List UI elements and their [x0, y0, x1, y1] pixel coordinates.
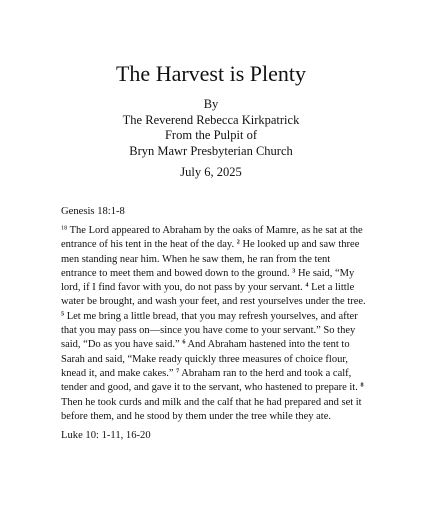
verse-number: 2: [236, 238, 240, 246]
byline: [0, 97, 422, 159]
byline-church: Bryn Mawr Presbyterian Church: [129, 143, 293, 158]
scripture-reference-genesis: Genesis 18:1-8: [61, 206, 125, 217]
verse-text: The Lord appeared to Abraham by the oaks of Mamre, as he sat at the entrance of his tent in the heat of the day.: [61, 225, 363, 251]
sermon-date: July 6, 2025: [180, 165, 242, 179]
verse-number: 3: [292, 267, 296, 275]
byline-by: By: [203, 97, 219, 111]
verse-text: Abraham ran to the herd and took a calf, tender and good, and gave it to the servant, who hastened to prepare it.: [61, 367, 361, 394]
verse-text: And Abraham hastened into the tent to Sarah and said, “Make ready quickly three measures of choice flour, knead it, and make cakes.”: [61, 339, 350, 379]
verse-number: 7: [176, 367, 180, 375]
verse-text: He looked up and saw three men standing near him. When he saw them, he ran from the tent entrance to meet them and bowed down to the ground.: [61, 239, 360, 279]
verse-number: 4: [305, 281, 309, 289]
verse-number: 5: [61, 310, 65, 318]
verse-number: 18: [61, 224, 68, 232]
byline-author: The Reverend Rebecca Kirkpatrick: [122, 112, 300, 127]
verse-number: 6: [182, 338, 186, 346]
verse-text: Let me bring a little bread, that you may refresh yourselves, and after that you may pass on—since you have come to your servant.” So they said, “Do as you have said.”: [61, 310, 358, 351]
verse-text: Then he took curds and milk and the calf that he had prepared and set it before them, and he stood by them under the tree while they ate.: [61, 396, 362, 422]
verse-number: 8: [360, 381, 364, 389]
verse-text: Let a little water be brought, and wash your feet, and rest yourselves under the tree.: [61, 282, 366, 308]
byline-from: From the Pulpit of: [164, 128, 258, 142]
scripture-reference-luke: Luke 10: 1-11, 16-20: [61, 430, 151, 441]
verse-text: He said, “My lord, if I find favor with you, do not pass by your servant.: [61, 267, 355, 294]
sermon-title: The Harvest is Plenty: [115, 61, 307, 86]
scripture-passage-genesis: [61, 224, 366, 424]
